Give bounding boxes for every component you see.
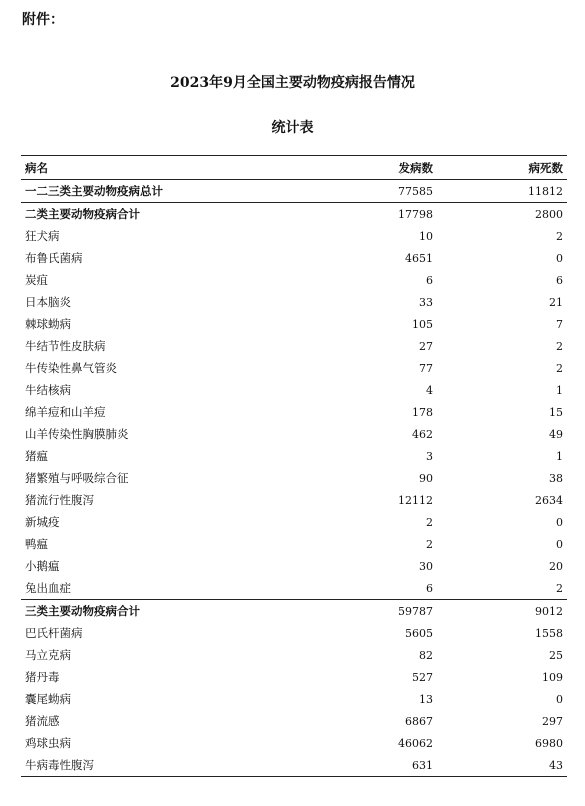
deaths-cell: 1558 bbox=[535, 626, 563, 640]
table-row bbox=[21, 622, 567, 644]
disease-name-cell: 炭疽 bbox=[25, 273, 48, 287]
table-row bbox=[21, 489, 567, 511]
disease-name-cell: 棘球蚴病 bbox=[25, 317, 71, 331]
deaths-cell: 0 bbox=[556, 515, 563, 529]
deaths-cell: 297 bbox=[542, 714, 563, 728]
cases-cell: 6 bbox=[426, 581, 433, 595]
table-row bbox=[21, 754, 567, 777]
cases-cell: 5605 bbox=[405, 626, 433, 640]
disease-name-cell: 山羊传染性胸膜肺炎 bbox=[25, 427, 129, 441]
cases-cell: 3 bbox=[426, 449, 433, 463]
disease-name-cell: 鸡球虫病 bbox=[25, 736, 71, 750]
cases-cell: 527 bbox=[412, 670, 433, 684]
disease-name-cell: 牛结节性皮肤病 bbox=[25, 339, 106, 353]
table-row bbox=[21, 335, 567, 357]
disease-name-cell: 囊尾蚴病 bbox=[25, 692, 71, 706]
table-row bbox=[21, 533, 567, 555]
table-total-row bbox=[21, 180, 567, 203]
deaths-cell: 25 bbox=[549, 648, 563, 662]
cases-cell: 90 bbox=[419, 471, 433, 485]
table-row bbox=[21, 291, 567, 313]
attachment-label: 附件： bbox=[22, 12, 64, 28]
deaths-cell: 6980 bbox=[535, 736, 563, 750]
table-row bbox=[21, 644, 567, 666]
deaths-cell: 11812 bbox=[528, 184, 563, 198]
page-title: 2023年9月全国主要动物疫病报告情况 bbox=[170, 75, 415, 91]
cases-cell: 462 bbox=[412, 427, 433, 441]
header-cases: 发病数 bbox=[398, 160, 433, 175]
deaths-cell: 0 bbox=[556, 537, 563, 551]
header-disease-name: 病名 bbox=[25, 160, 48, 175]
cases-cell: 82 bbox=[419, 648, 433, 662]
table-row bbox=[21, 445, 567, 467]
disease-name-cell: 狂犬病 bbox=[25, 229, 60, 243]
table-row bbox=[21, 225, 567, 247]
disease-name-cell: 猪丹毒 bbox=[25, 670, 60, 684]
deaths-cell: 2 bbox=[556, 361, 563, 375]
deaths-cell: 2 bbox=[556, 581, 563, 595]
disease-name-cell: 日本脑炎 bbox=[25, 295, 71, 309]
table-row bbox=[21, 357, 567, 379]
deaths-cell: 15 bbox=[549, 405, 563, 419]
cases-cell: 30 bbox=[419, 559, 433, 573]
disease-name-cell: 猪瘟 bbox=[25, 449, 48, 463]
disease-name-cell: 二类主要动物疫病合计 bbox=[25, 207, 140, 221]
disease-name-cell: 绵羊痘和山羊痘 bbox=[25, 405, 106, 419]
cases-cell: 46062 bbox=[398, 736, 433, 750]
cases-cell: 33 bbox=[419, 295, 433, 309]
deaths-cell: 20 bbox=[549, 559, 563, 573]
header-deaths: 病死数 bbox=[528, 160, 563, 175]
deaths-cell: 0 bbox=[556, 251, 563, 265]
table-total-row bbox=[21, 203, 567, 226]
deaths-cell: 6 bbox=[556, 273, 563, 287]
disease-name-cell: 兔出血症 bbox=[25, 581, 71, 595]
cases-cell: 77585 bbox=[398, 184, 433, 198]
deaths-cell: 7 bbox=[556, 317, 563, 331]
disease-name-cell: 牛结核病 bbox=[25, 383, 71, 397]
disease-name-cell: 三类主要动物疫病合计 bbox=[25, 604, 140, 618]
disease-name-cell: 一二三类主要动物疫病总计 bbox=[25, 184, 163, 198]
disease-name-cell: 猪流行性腹泻 bbox=[25, 493, 94, 507]
disease-name-cell: 新城疫 bbox=[25, 515, 60, 529]
cases-cell: 631 bbox=[412, 758, 433, 772]
deaths-cell: 0 bbox=[556, 692, 563, 706]
cases-cell: 4 bbox=[426, 383, 433, 397]
table-row bbox=[21, 269, 567, 291]
table-row bbox=[21, 401, 567, 423]
cases-cell: 77 bbox=[419, 361, 433, 375]
table-row bbox=[21, 666, 567, 688]
deaths-cell: 21 bbox=[549, 295, 563, 309]
cases-cell: 10 bbox=[419, 229, 433, 243]
cases-cell: 2 bbox=[426, 537, 433, 551]
disease-name-cell: 猪流感 bbox=[25, 714, 60, 728]
cases-cell: 6 bbox=[426, 273, 433, 287]
table-total-row bbox=[21, 600, 567, 623]
cases-cell: 59787 bbox=[398, 604, 433, 618]
disease-name-cell: 鸭瘟 bbox=[25, 537, 48, 551]
disease-name-cell: 巴氏杆菌病 bbox=[25, 626, 83, 640]
disease-name-cell: 小鹅瘟 bbox=[25, 559, 60, 573]
deaths-cell: 1 bbox=[556, 383, 563, 397]
table-row bbox=[21, 577, 567, 600]
cases-cell: 4651 bbox=[405, 251, 433, 265]
cases-cell: 105 bbox=[412, 317, 433, 331]
disease-name-cell: 牛病毒性腹泻 bbox=[25, 758, 94, 772]
table-row bbox=[21, 313, 567, 335]
deaths-cell: 38 bbox=[549, 471, 563, 485]
deaths-cell: 109 bbox=[542, 670, 563, 684]
table-row bbox=[21, 467, 567, 489]
disease-name-cell: 猪繁殖与呼吸综合征 bbox=[25, 471, 129, 485]
statistics-table bbox=[21, 155, 567, 777]
disease-name-cell: 布鲁氏菌病 bbox=[25, 251, 83, 265]
table-row bbox=[21, 688, 567, 710]
deaths-cell: 2 bbox=[556, 339, 563, 353]
deaths-cell: 43 bbox=[549, 758, 563, 772]
deaths-cell: 2634 bbox=[535, 493, 563, 507]
cases-cell: 12112 bbox=[398, 493, 433, 507]
table-header-row bbox=[21, 156, 567, 180]
table-row bbox=[21, 379, 567, 401]
deaths-cell: 9012 bbox=[535, 604, 563, 618]
disease-name-cell: 牛传染性鼻气管炎 bbox=[25, 361, 117, 375]
table-row bbox=[21, 732, 567, 754]
deaths-cell: 1 bbox=[556, 449, 563, 463]
deaths-cell: 2800 bbox=[535, 207, 563, 221]
disease-name-cell: 马立克病 bbox=[25, 648, 71, 662]
deaths-cell: 49 bbox=[549, 427, 563, 441]
table-row bbox=[21, 511, 567, 533]
deaths-cell: 2 bbox=[556, 229, 563, 243]
cases-cell: 6867 bbox=[405, 714, 433, 728]
cases-cell: 2 bbox=[426, 515, 433, 529]
cases-cell: 13 bbox=[419, 692, 433, 706]
table-row bbox=[21, 710, 567, 732]
cases-cell: 178 bbox=[412, 405, 433, 419]
table-row bbox=[21, 247, 567, 269]
table-row bbox=[21, 423, 567, 445]
cases-cell: 17798 bbox=[398, 207, 433, 221]
table-subtitle: 统计表 bbox=[271, 120, 314, 136]
table-row bbox=[21, 555, 567, 577]
table-body bbox=[21, 180, 567, 777]
cases-cell: 27 bbox=[419, 339, 433, 353]
